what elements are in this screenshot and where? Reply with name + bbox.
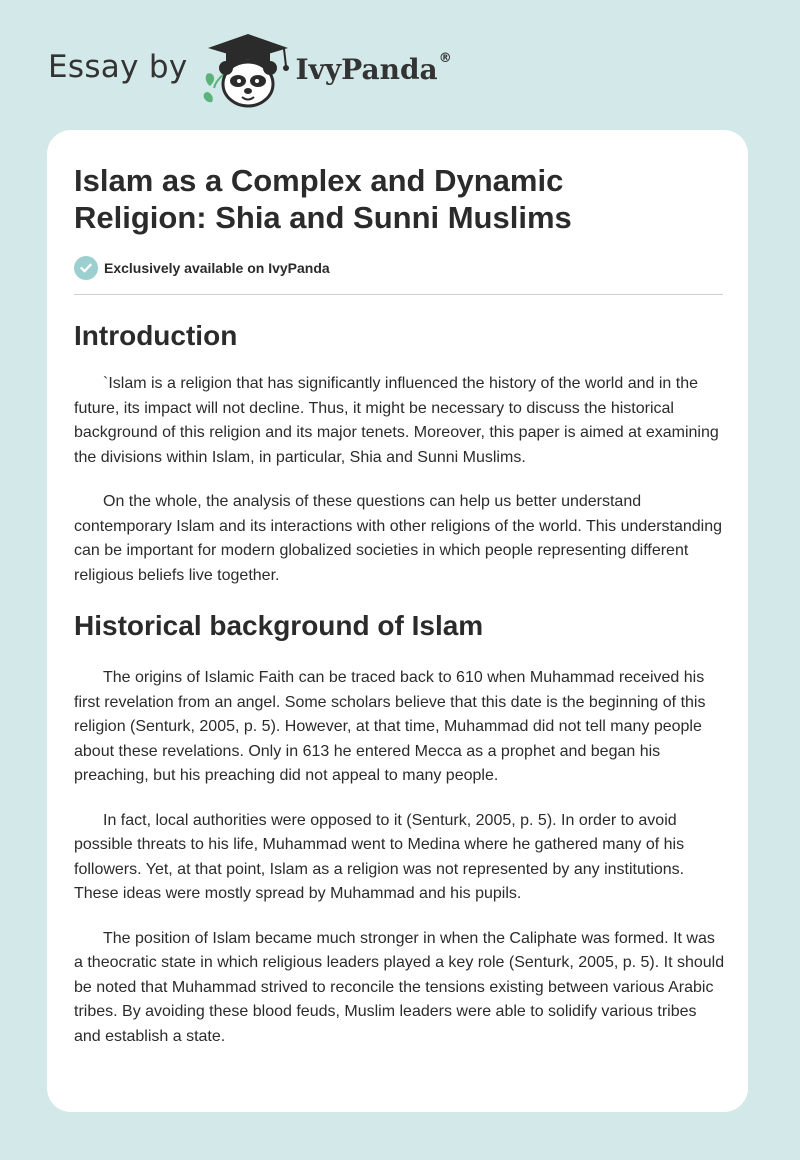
registered-mark: ®	[438, 50, 452, 66]
exclusive-badge	[74, 256, 724, 280]
paragraph: The position of Islam became much stronger in when the Caliphate was formed. It was a theocratic state in which religious leaders played a key role (Senturk, 2005, p. 5). It should be noted that Muhammad strived to reconcile the tensions existing between various Arabic tribes. By avoiding these blood feuds, Muslim leaders were able to solidify various tribes and establish a state.	[74, 929, 725, 1045]
title-divider	[74, 294, 723, 295]
ivypanda-brand-name[interactable]	[295, 50, 452, 86]
paragraph: In fact, local authorities were opposed to it (Senturk, 2005, p. 5). In order to avoid possible threats to his life, Muhammad went to Medina where he gathered many of his followers. Yet, at that point, Islam as a religion was not represented by any institutions. These ideas were mostly spread by Muhammad and his pupils.	[74, 811, 685, 902]
essay-title	[74, 162, 724, 236]
essay-card	[47, 130, 748, 1112]
essay-title-line-1: Islam as a Complex and Dynamic	[74, 163, 564, 198]
paragraph: The origins of Islamic Faith can be traced back to 610 when Muhammad received his first revelation from an angel. Some scholars believe that this date is the beginning of this religion (Senturk, 2005, p. 5). However, at that time, Muhammad did not tell many people about these revelations. Only in 613 he entered Mecca as a prophet and began his preaching, but his preaching did not appeal to many people.	[74, 669, 706, 784]
exclusive-label: Exclusively available on IvyPanda	[104, 260, 330, 276]
essay-title-line-2: Religion: Shia and Sunni Muslims	[74, 200, 572, 235]
section-heading-historical-background: Historical background of Islam	[74, 610, 484, 641]
site-header	[48, 30, 452, 110]
ivypanda-panda-logo-icon[interactable]	[202, 30, 294, 110]
check-circle-icon	[74, 256, 98, 280]
section-heading-introduction: Introduction	[74, 320, 238, 351]
essay-by-label: Essay by	[48, 49, 188, 85]
essay-content	[74, 162, 724, 1049]
paragraph: `Islam is a religion that has significantly influenced the history of the world and in the future, its impact will not decline. Thus, it might be necessary to discuss the historical background of this religion and its major tenets. Moreover, this paper is aimed at examining the divisions within Islam, in particular, Shia and Sunni Muslims.	[74, 375, 719, 466]
brand-name-text: IvyPanda	[295, 52, 438, 86]
paragraph: On the whole, the analysis of these questions can help us better understand contemporary Islam and its interactions with other religions of the world. This understanding can be important for modern globalized societies in which people representing different religious beliefs live together.	[74, 493, 723, 584]
